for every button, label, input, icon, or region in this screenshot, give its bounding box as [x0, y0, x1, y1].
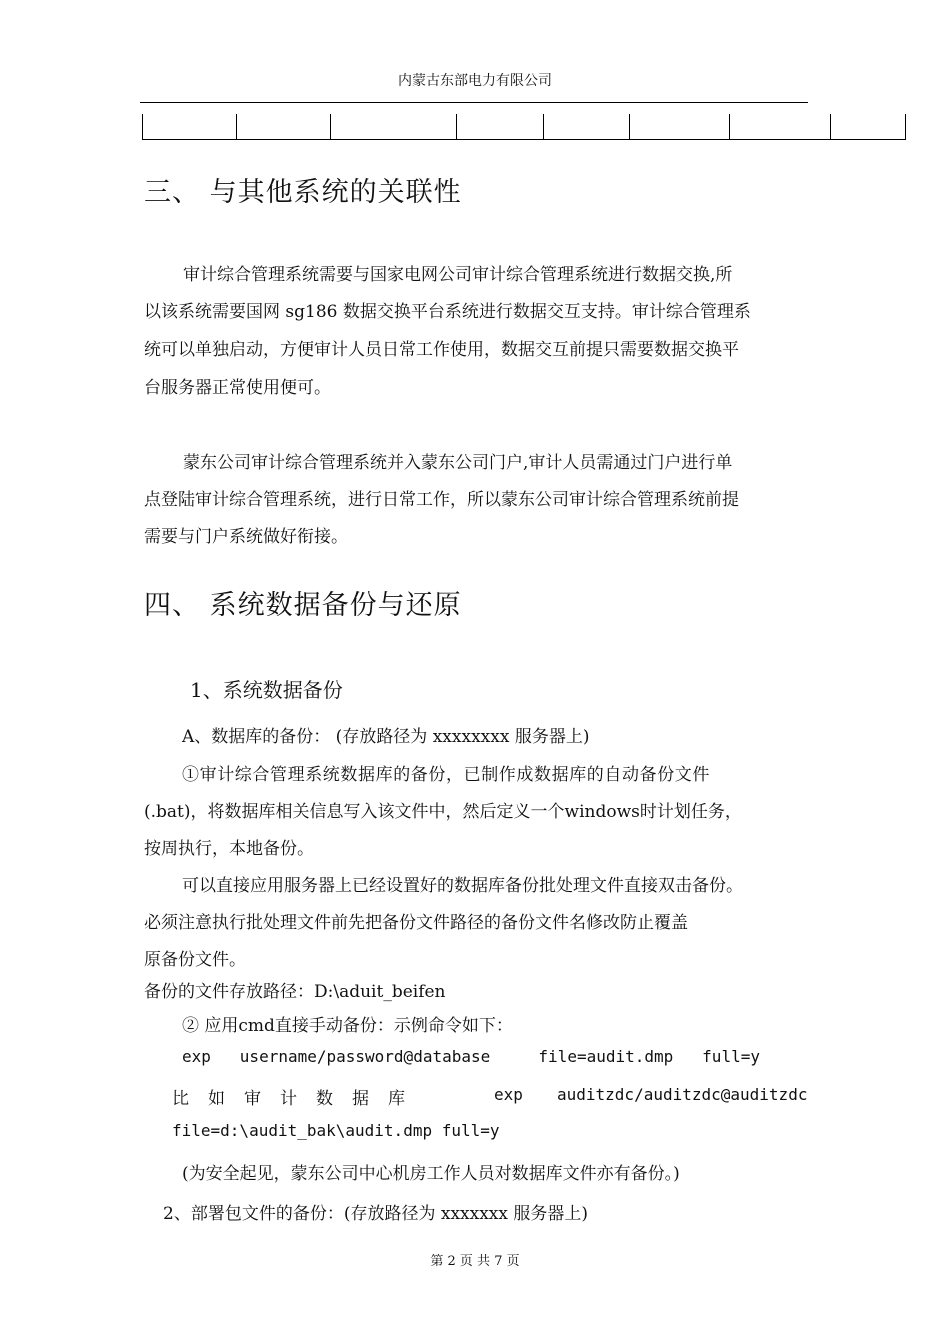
- para2-line-2: 点登陆审计综合管理系统，进行日常工作，所以蒙东公司审计综合管理系统前提: [144, 490, 739, 510]
- manual-backup-line: ② 应用cmd直接手动备份：示例命令如下：: [182, 1016, 513, 1036]
- backup-path-line: 备份的文件存放路径：D:\aduit_beifen: [144, 982, 446, 1002]
- db-backup-heading: A、数据库的备份： (存放路径为 xxxxxxxx 服务器上): [182, 727, 590, 747]
- backup-line-1: ①审计综合管理系统数据库的备份，已制作成数据库的自动备份文件: [182, 765, 710, 785]
- example-label: 比如审计数据库: [172, 1089, 424, 1109]
- section-4-title: 四、 系统数据备份与还原: [144, 590, 462, 621]
- backup-line-3: 按周执行，本地备份。: [144, 839, 314, 859]
- deploy-backup-heading: 2、部署包文件的备份：(存放路径为 xxxxxxx 服务器上): [163, 1204, 588, 1224]
- para1-line-3: 统可以单独启动，方便审计人员日常工作使用，数据交互前提只需要数据交换平: [144, 340, 739, 360]
- backup-line-2: (.bat)，将数据库相关信息写入该文件中，然后定义一个windows时计划任务，: [144, 802, 742, 822]
- example-exp: exp: [494, 1085, 523, 1104]
- header-company: 内蒙古东部电力有限公司: [398, 73, 552, 89]
- para1-line-2: 以该系统需要国网 sg186 数据交换平台系统进行数据交互支持。审计综合管理系: [144, 302, 751, 322]
- page-number-footer: 第 2 页 共 7 页: [430, 1254, 520, 1269]
- subsection-1-title: 1、系统数据备份: [190, 678, 343, 702]
- backup-line-4: 可以直接应用服务器上已经设置好的数据库备份批处理文件直接双击备份。: [182, 876, 743, 896]
- example-file-arg: file=d:\audit_bak\audit.dmp full=y: [172, 1121, 500, 1140]
- backup-line-5: 必须注意执行批处理文件前先把备份文件路径的备份文件名修改防止覆盖: [144, 913, 688, 933]
- table-remnant: [142, 114, 906, 140]
- backup-line-6: 原备份文件。: [144, 950, 246, 970]
- example-credentials: auditzdc/auditzdc@auditzdc: [557, 1085, 808, 1104]
- para1-line-4: 台服务器正常使用便可。: [144, 378, 331, 398]
- safety-note: (为安全起见，蒙东公司中心机房工作人员对数据库文件亦有备份。): [182, 1164, 680, 1184]
- para2-line-3: 需要与门户系统做好衔接。: [144, 527, 348, 547]
- para1-line-1: 审计综合管理系统需要与国家电网公司审计综合管理系统进行数据交换,所: [183, 265, 733, 285]
- header-rule: [140, 102, 808, 103]
- exp-command-example: exp username/password@database file=audit.dmp full=y: [182, 1047, 760, 1066]
- section-3-title: 三、 与其他系统的关联性: [144, 177, 462, 208]
- para2-line-1: 蒙东公司审计综合管理系统并入蒙东公司门户,审计人员需通过门户进行单: [183, 453, 733, 473]
